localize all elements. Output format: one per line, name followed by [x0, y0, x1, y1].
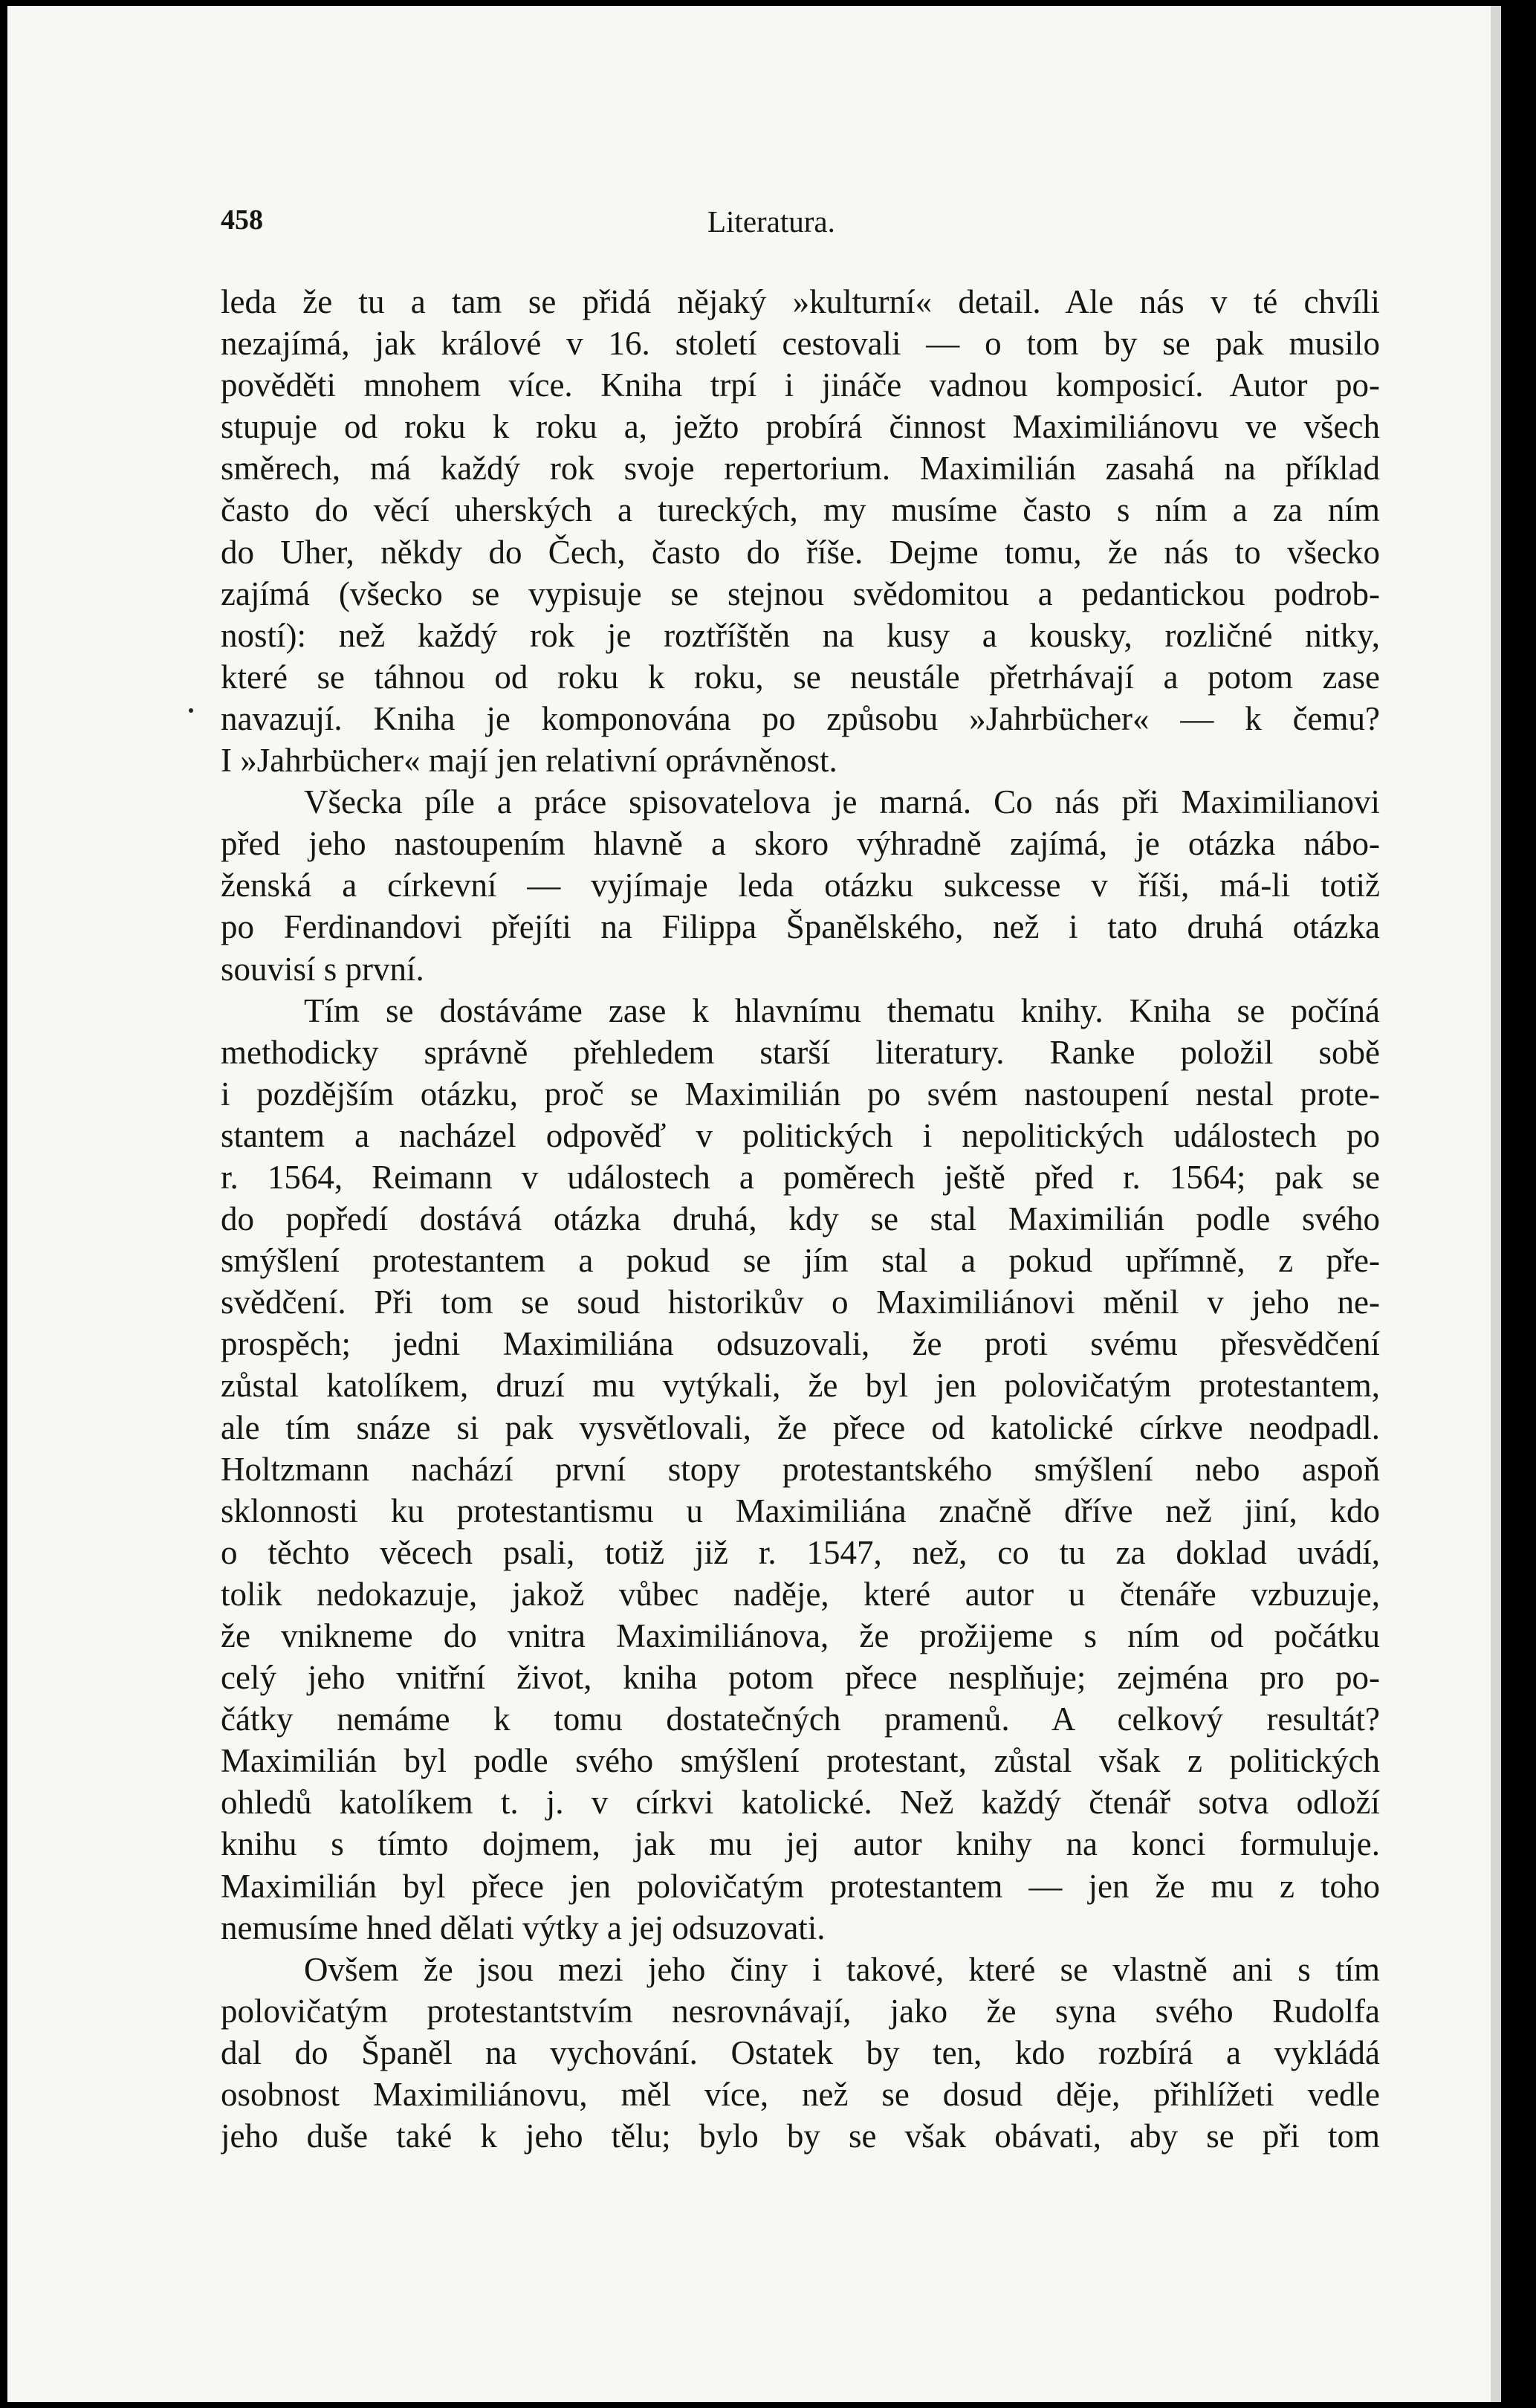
text-line: sklonnosti ku protestantismu u Maximiliána značně dříve než jiní, kdo	[221, 1492, 1380, 1530]
text-line: pověděti mnohem více. Kniha trpí i jináče vadnou komposicí. Autor po-	[221, 366, 1380, 404]
text-line: celý jeho vnitřní život, kniha potom přece nesplňuje; zejména pro po-	[221, 1659, 1380, 1697]
text-line: o těchto věcech psali, totiž již r. 1547, než, co tu za doklad uvádí,	[221, 1533, 1380, 1571]
text-line: dal do Španěl na vychování. Ostatek by ten, kdo rozbírá a vykládá	[221, 2033, 1380, 2071]
text-line: ženská a církevní — vyjímaje leda otázku sukcesse v říši, má-li totiž	[221, 867, 1380, 904]
text-line: směrech, má každý rok svoje repertorium. Maximilián zasahá na příklad	[221, 450, 1380, 488]
text-line: I »Jahrbücher« mají jen relativní oprávněnost.	[221, 742, 837, 780]
text-line: nemusíme hned dělati výtky a jej odsuzovati.	[221, 1909, 826, 1946]
text-line: jeho duše také k jeho tělu; bylo by se však obávati, aby se při tom	[221, 2117, 1380, 2155]
text-line: zůstal katolíkem, druzí mu vytýkali, že byl jen polovičatým protestantem,	[221, 1367, 1380, 1405]
text-line: osobnost Maximiliánovu, měl více, než se dosud děje, přihlížeti vedle	[221, 2076, 1380, 2114]
text-line: Maximilián byl přece jen polovičatým protestantem — jen že mu z toho	[221, 1867, 1380, 1905]
text-line: Maximilián byl podle svého smýšlení protestant, zůstal však z politických	[221, 1742, 1380, 1780]
text-line: stantem a nacházel odpověď v politických i nepolitických událostech po	[221, 1116, 1380, 1154]
text-line: svědčení. Při tom se soud historikův o Maximiliánovi měnil v jeho ne-	[221, 1284, 1380, 1321]
body-text	[221, 281, 1380, 2157]
text-line: r. 1564, Reimann v událostech a poměrech ještě před r. 1564; pak se	[221, 1158, 1380, 1196]
running-title: Literatura.	[707, 204, 835, 239]
text-line: které se táhnou od roku k roku, se neustále přetrhávají a potom zase	[221, 658, 1380, 696]
page-number: 458	[221, 204, 263, 236]
text-line: do popředí dostává otázka druhá, kdy se stal Maximilián podle svého	[221, 1200, 1380, 1238]
text-line: knihu s tímto dojmem, jak mu jej autor knihy na konci formuluje.	[221, 1825, 1380, 1863]
margin-mark	[189, 708, 193, 713]
text-line: ale tím snáze si pak vysvětlovali, že přece od katolické církve neodpadl.	[221, 1408, 1380, 1446]
text-line: navazují. Kniha je komponována po způsobu »Jahrbücher« — k čemu?	[221, 699, 1380, 737]
text-line: ohledů katolíkem t. j. v církvi katolické. Než každý čtenář sotva odloží	[221, 1784, 1380, 1822]
text-line: souvisí s první.	[221, 950, 424, 988]
text-line: před jeho nastoupením hlavně a skoro výhradně zajímá, je otázka nábo-	[221, 825, 1380, 863]
text-line: do Uher, někdy do Čech, často do říše. Dejme tomu, že nás to všecko	[221, 533, 1380, 571]
text-line: tolik nedokazuje, jakož vůbec naděje, které autor u čtenáře vzbuzuje,	[221, 1575, 1380, 1613]
text-line: že vnikneme do vnitra Maximiliánova, že prožijeme s ním od počátku	[221, 1617, 1380, 1654]
text-line: i pozdějším otázku, proč se Maximilián po svém nastoupení nestal prote-	[221, 1075, 1380, 1113]
text-line: nezajímá, jak králové v 16. století cestovali — o tom by se pak musilo	[221, 325, 1380, 363]
book-page	[7, 6, 1501, 2402]
text-line: leda že tu a tam se přidá nějaký »kulturní« detail. Ale nás v té chvíli	[221, 283, 1380, 320]
text-line: zajímá (všecko se vypisuje se stejnou svědomitou a pedantickou podrob-	[221, 575, 1380, 612]
page-header	[221, 204, 1380, 248]
text-line: prospěch; jedni Maximiliána odsuzovali, že proti svému přesvědčení	[221, 1325, 1380, 1363]
text-line: polovičatým protestantstvím nesrovnávají, jako že syna svého Rudolfa	[221, 1992, 1380, 2030]
text-line: Tím se dostáváme zase k hlavnímu thematu knihy. Kniha se počíná	[304, 991, 1380, 1029]
text-line: smýšlení protestantem a pokud se jím stal a pokud upřímně, z pře-	[221, 1242, 1380, 1280]
text-line: ností): než každý rok je roztříštěn na kusy a kousky, rozličné nitky,	[221, 616, 1380, 654]
text-line: po Ferdinandovi přejíti na Filippa Španělského, než i tato druhá otázka	[221, 908, 1380, 946]
text-line: čátky nemáme k tomu dostatečných pramenů. A celkový resultát?	[221, 1700, 1380, 1738]
text-line: stupuje od roku k roku a, ježto probírá činnost Maximiliánovu ve všech	[221, 408, 1380, 446]
text-line: Ovšem že jsou mezi jeho činy i takové, které se vlastně ani s tím	[304, 1950, 1380, 1988]
text-line: Všecka píle a práce spisovatelova je marná. Co nás při Maximilianovi	[304, 783, 1380, 821]
text-line: Holtzmann nachází první stopy protestantského smýšlení nebo aspoň	[221, 1450, 1380, 1488]
text-line: methodicky správně přehledem starší literatury. Ranke položil sobě	[221, 1033, 1380, 1071]
text-line: často do věcí uherských a tureckých, my musíme často s ním a za ním	[221, 491, 1380, 529]
